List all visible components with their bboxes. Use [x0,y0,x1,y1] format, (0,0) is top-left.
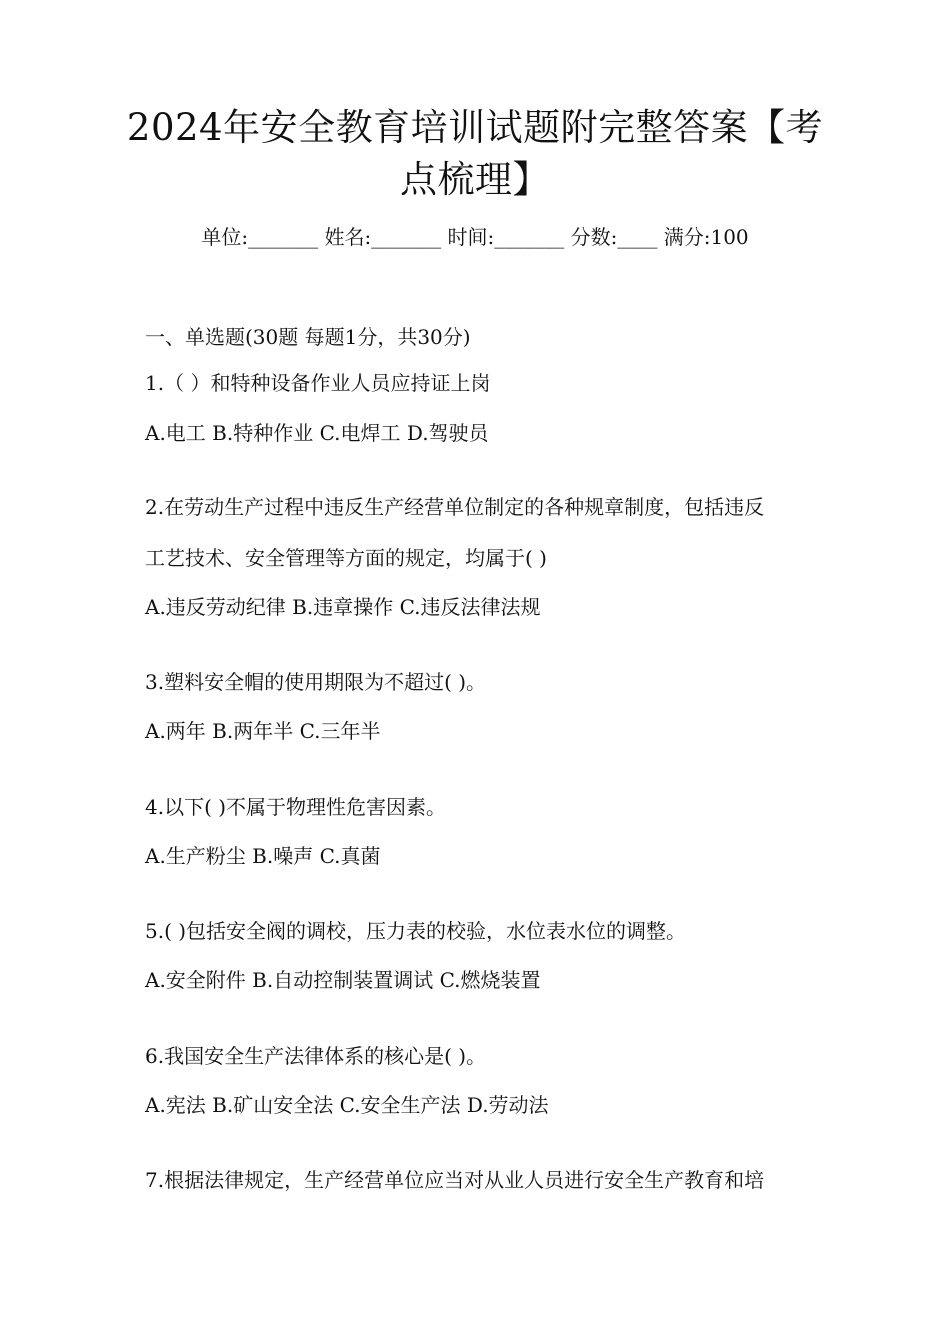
question-1-options: A.电工 B.特种作业 C.电焊工 D.驾驶员 [145,421,489,445]
document-title-line-2: 点梳理】 [400,158,550,201]
question-5-options: A.安全附件 B.自动控制装置调试 C.燃烧装置 [145,968,541,992]
question-2-options: A.违反劳动纪律 B.违章操作 C.违反法律法规 [145,595,541,619]
question-7-text: 7.根据法律规定，生产经营单位应当对从业人员进行安全生产教育和培 [145,1168,765,1192]
question-1-text: 1.（ ）和特种设备作业人员应持证上岗 [145,371,491,395]
section-heading: 一、单选题(30题 每题1分，共30分) [145,325,471,349]
question-3-text: 3.塑料安全帽的使用期限为不超过( )。 [145,670,487,694]
question-4-options: A.生产粉尘 B.噪声 C.真菌 [145,844,381,868]
question-6-options: A.宪法 B.矿山安全法 C.安全生产法 D.劳动法 [145,1093,549,1117]
question-6-text: 6.我国安全生产法律体系的核心是( )。 [145,1044,487,1068]
document-title-line-1: 2024年安全教育培训试题附完整答案【考 [126,106,824,149]
question-4-text: 4.以下( )不属于物理性危害因素。 [145,795,447,819]
exam-info-line: 单位:_______ 姓名:_______ 时间:_______ 分数:____ 满分:100 [201,225,749,249]
question-2-text: 2.在劳动生产过程中违反生产经营单位制定的各种规章制度，包括违反 [145,495,765,519]
question-3-options: A.两年 B.两年半 C.三年半 [145,719,381,743]
question-2-text-cont: 工艺技术、安全管理等方面的规定，均属于( ) [145,546,547,570]
question-5-text: 5.( )包括安全阀的调校，压力表的校验，水位表水位的调整。 [145,919,687,943]
